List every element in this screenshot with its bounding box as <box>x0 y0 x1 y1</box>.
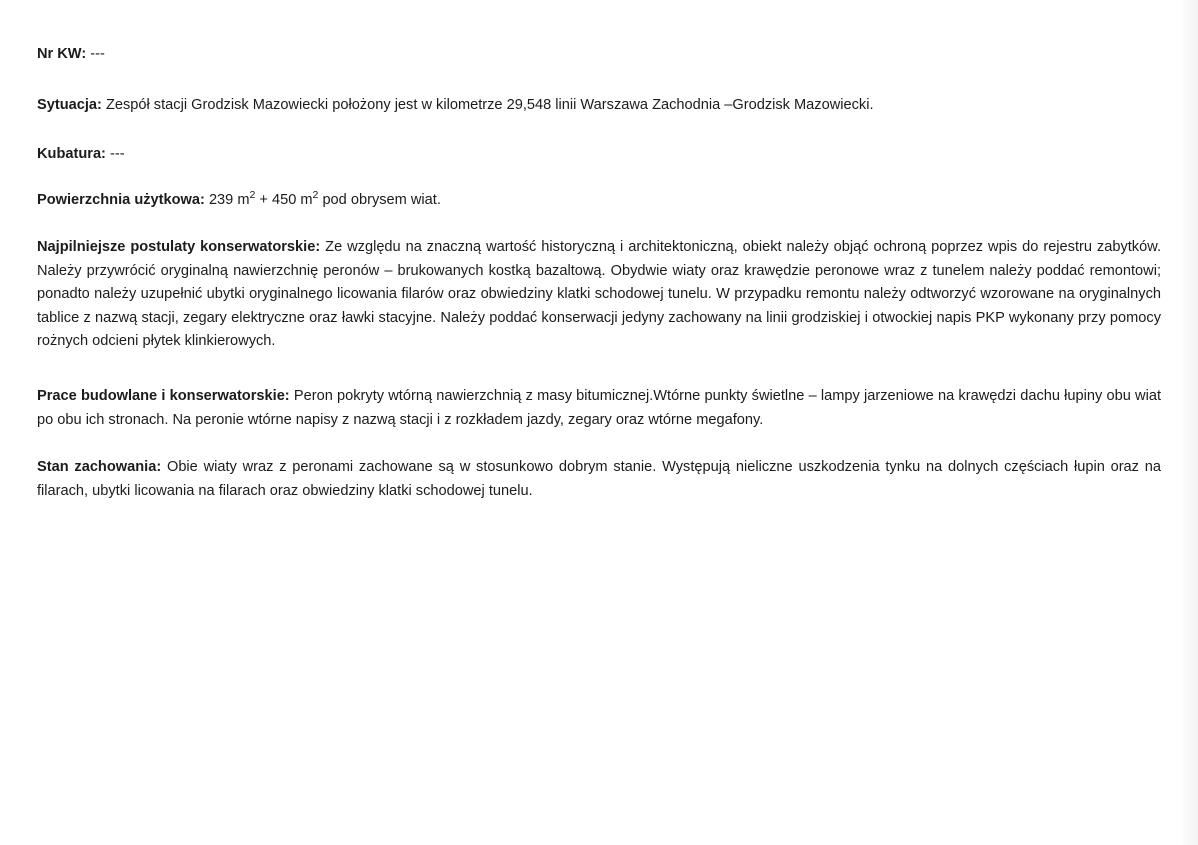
area-value-2: + 450 m <box>255 192 313 208</box>
scan-edge-shadow <box>1180 0 1198 845</box>
field-label: Powierzchnia użytkowa: <box>37 192 205 208</box>
field-label: Stan zachowania: <box>37 459 162 475</box>
field-value: Obie wiaty wraz z peronami zachowane są w stosunkowo dobrym stanie. Występują nieliczne uszkodzenia tynku na dolnych częściach łupin oraz na filarach, ubytki licowania na filarach oraz obwiedziny klatki schodowej tunelu. <box>37 459 1161 499</box>
field-sytuacja <box>37 94 1161 118</box>
field-kubatura <box>37 143 1161 167</box>
field-value: Ze względu na znaczną wartość historyczną i architektoniczną, obiekt należy objąć ochroną poprzez wpis do rejestru zabytków. Należy przywrócić oryginalną nawierzchnię peronów – brukowanych kostką bazaltową. Obydwie wiaty oraz krawędzie peronowe wraz z tunelem należy poddać remontowi; ponadto należy uzupełnić ubytki oryginalnego licowania filarów oraz obwiedziny klatki schodowej tunelu. W przypadku remontu należy odtworzyć wzorowane na oryginalnych tablice z nazwą stacji, zegary elektryczne oraz ławki stacyjne. Należy poddać konserwacji jedyny zachowany na linii grodziskiej i otwockiej napis PKP wykonany przy pomocy rożnych odcieni płytek klinkierowych. <box>37 239 1162 349</box>
field-value: --- <box>109 146 125 162</box>
field-postulaty-konserwatorskie <box>37 236 1161 354</box>
field-value: --- <box>90 46 105 62</box>
field-prace-budowlane <box>37 385 1161 432</box>
field-value: Zespół stacji Grodzisk Mazowiecki położony jest w kilometrze 29,548 linii Warszawa Zachodnia –Grodzisk Mazowiecki. <box>105 97 874 113</box>
field-powierzchnia-uzytkowa <box>37 189 1161 213</box>
field-label: Najpilniejsze postulaty konserwatorskie: <box>37 239 321 255</box>
field-label: Sytuacja: <box>37 97 102 113</box>
field-value: Peron pokryty wtórną nawierzchnią z masy bitumicznej.Wtórne punkty świetlne – lampy jarzeniowe na krawędzi dachu łupiny obu wiat po obu ich stronach. Na peronie wtórne napisy z nazwą stacji i z rozkładem jazdy, zegary oraz wtórne megafony. <box>37 388 1161 428</box>
field-nr-kw <box>37 43 1161 67</box>
field-stan-zachowania <box>37 456 1161 503</box>
field-label: Prace budowlane i konserwatorskie: <box>37 388 290 404</box>
field-label: Kubatura: <box>37 146 106 162</box>
area-value-suffix: pod obrysem wiat. <box>318 192 441 208</box>
area-exponent-2: 2 <box>312 189 319 202</box>
area-exponent-1: 2 <box>249 189 256 202</box>
area-value-1: 239 m <box>208 192 250 208</box>
field-label: Nr KW: <box>37 46 87 62</box>
